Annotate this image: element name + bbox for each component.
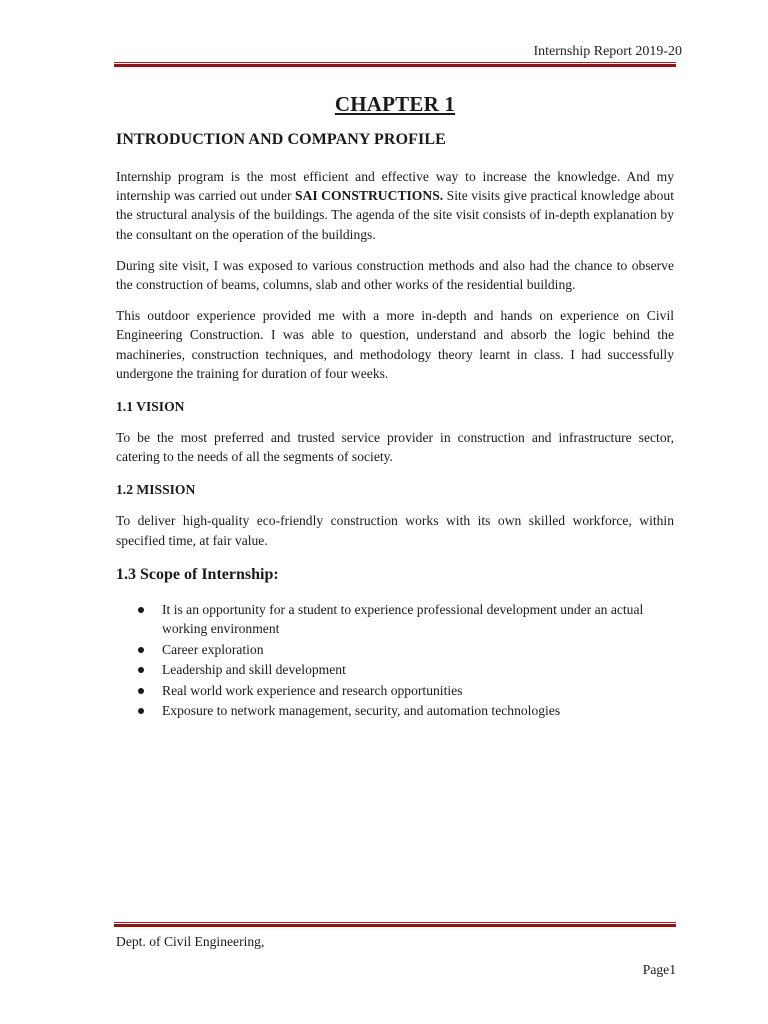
- department-footer: Dept. of Civil Engineering,: [116, 934, 265, 949]
- bullet-icon: [138, 708, 144, 714]
- scope-item-text: Career exploration: [162, 641, 264, 657]
- mission-heading: 1.2 MISSION: [116, 482, 196, 498]
- scope-list-item: [138, 660, 674, 680]
- scope-list: [116, 600, 674, 721]
- scope-item-text: Exposure to network management, security, and automation technologies: [162, 703, 561, 719]
- vision-text: To be the most preferred and trusted service provider in construction and infrastructure sector, catering to the needs of all the segments of society.: [116, 430, 674, 465]
- site-visit-paragraph: During site visit, I was exposed to various construction methods and also had the chance to observe the construction of beams, columns, slab and other works of the residential building.: [116, 257, 674, 293]
- company-name: SAI CONSTRUCTIONS.: [295, 188, 444, 204]
- header-rule-thick: [114, 64, 676, 67]
- section-title: INTRODUCTION AND COMPANY PROFILE: [116, 131, 446, 148]
- scope-list-item: [138, 681, 674, 701]
- scope-list-item: [138, 600, 674, 639]
- footer-rule-thin: [114, 922, 676, 923]
- scope-item-text: It is an opportunity for a student to experience professional development under an actual working environment: [162, 601, 644, 637]
- chapter-title: CHAPTER 1: [334, 92, 456, 116]
- header-rule-thin: [114, 62, 676, 63]
- page-number: Page1: [642, 962, 676, 977]
- footer-rule: [114, 922, 676, 927]
- scope-list-item: [138, 640, 674, 660]
- intro-text-end: Site visits give practical knowledge about the structural analysis of the buildings. The agenda of the site visit consists of in-depth explanation by the consultant on the operation of the buildings.: [116, 188, 674, 242]
- footer-rule-thick: [114, 924, 676, 927]
- bullet-icon: [138, 607, 144, 613]
- intro-paragraph: [116, 167, 674, 244]
- mission-text: To deliver high-quality eco-friendly construction works with its own skilled workforce, within specified time, at fair value.: [116, 513, 674, 548]
- bullet-icon: [138, 647, 144, 653]
- scope-item-text: Real world work experience and research opportunities: [162, 682, 463, 698]
- scope-item-text: Leadership and skill development: [162, 662, 346, 678]
- page-content: [116, 92, 674, 722]
- header-rule: [114, 62, 676, 67]
- vision-heading: 1.1 VISION: [116, 399, 185, 415]
- bullet-icon: [138, 667, 144, 673]
- experience-paragraph: This outdoor experience provided me with a more in-depth and hands on experience on Civil Engineering Construction. I was able to question, understand and absorb the logic behind the machineries, construction techniques, and methodology theory learnt in class. I had successfully undergone the training for duration of four weeks.: [116, 308, 674, 381]
- intro-text-start: Internship program is the most efficient and effective way to increase the knowledge. And my internship was carried out under: [116, 169, 674, 204]
- bullet-icon: [138, 688, 144, 694]
- scope-list-item: [138, 701, 674, 721]
- report-header: Internship Report 2019-20: [533, 44, 682, 59]
- scope-heading: 1.3 Scope of Internship:: [116, 565, 279, 583]
